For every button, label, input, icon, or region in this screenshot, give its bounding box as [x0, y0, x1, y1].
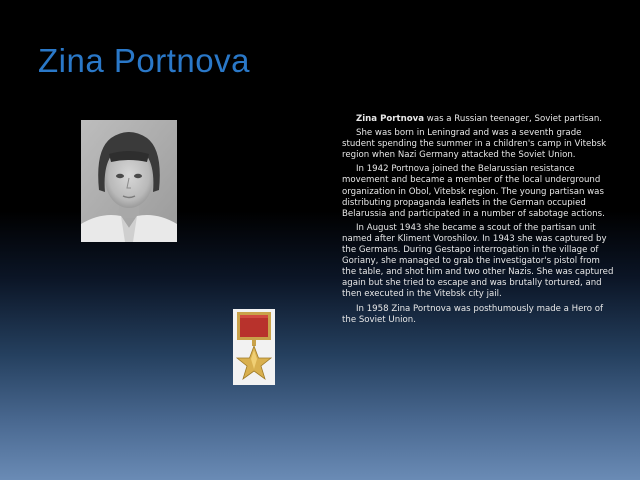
bio-intro-text: was a Russian teenager, Soviet partisan.	[424, 114, 603, 124]
portrait-image	[81, 120, 177, 242]
hero-medal-icon	[232, 309, 276, 385]
bio-paragraph-intro	[342, 114, 616, 125]
bio-name: Zina Portnova	[356, 114, 425, 124]
biography-text	[342, 114, 616, 329]
medal-image	[232, 309, 276, 385]
slide-title: Zina Portnova	[38, 42, 250, 79]
bio-paragraph-3: In 1942 Portnova joined the Belarussian resistance movement and became a member of the local underground organization in Obol, Vitebsk region. The young partisan was distributing propaganda leaflets in the German occupied Belarussia and participated in a number of sabotage actions.	[342, 164, 605, 219]
portrait-photo	[81, 120, 177, 242]
bio-paragraph-4: In August 1943 she became a scout of the partisan unit named after Kliment Voroshilov. In 1943 she was captured by the Germans. During Gestapo interrogation in the village of Goriany, she managed to grab the investigator's pistol from the table, and shot him and two other Nazis. She was captured again but she tried to escape and was brutally tortured, and then executed in the Vitebsk city jail.	[342, 222, 614, 300]
bio-paragraph-5: In 1958 Zina Portnova was posthumously made a Hero of the Soviet Union.	[342, 303, 604, 325]
bio-paragraph-2: She was born in Leningrad and was a seventh grade student spending the summer in a children's camp in Vitebsk region when Nazi Germany attacked the Soviet Union.	[342, 128, 607, 161]
